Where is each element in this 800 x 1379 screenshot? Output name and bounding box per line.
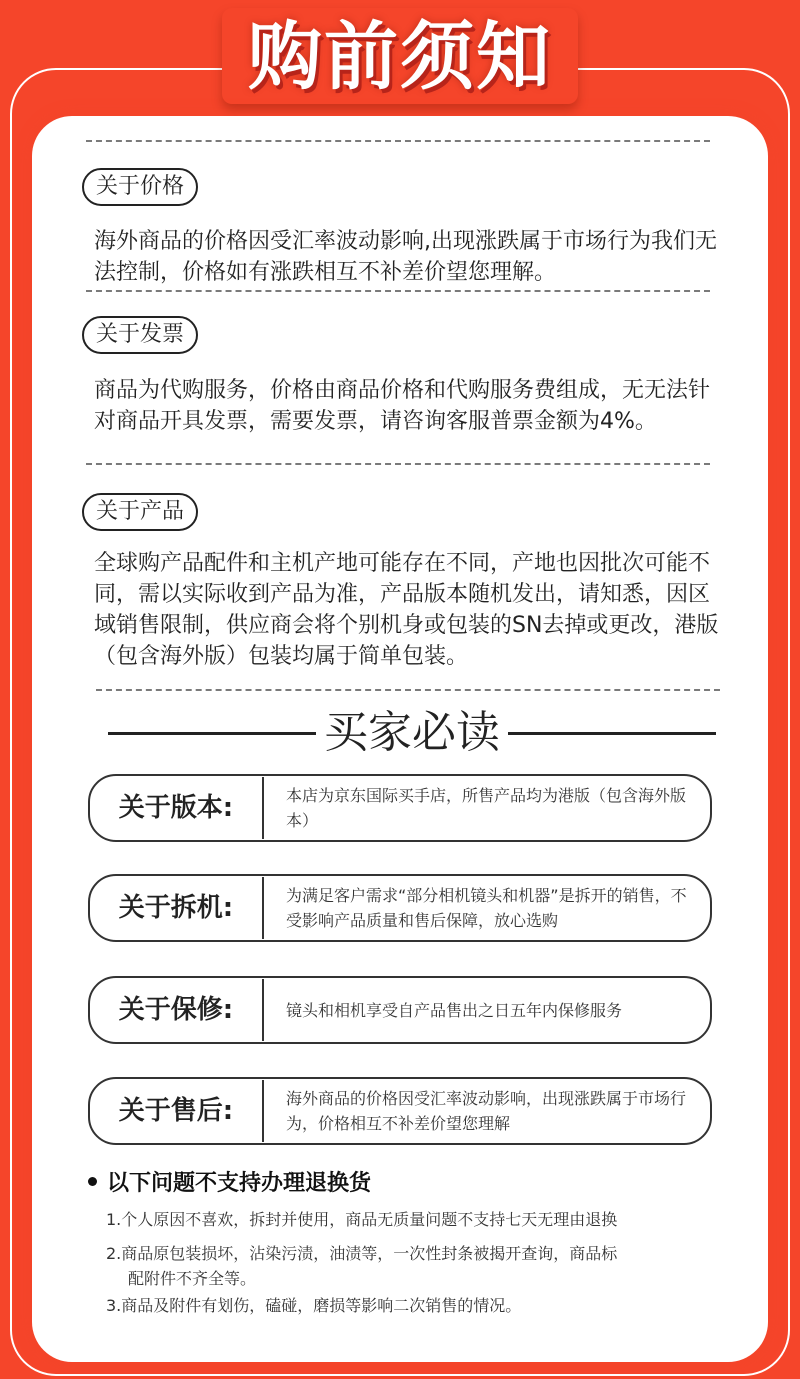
returns-title: 以下问题不支持办理退换货 bbox=[107, 1170, 372, 1196]
heading-line-right bbox=[508, 732, 716, 735]
returns-item-line: 2.商品原包装损坏，沾染污渍，油渍等，一次性封条被揭开查询，商品标 bbox=[106, 1244, 618, 1263]
bullet-icon bbox=[88, 1177, 97, 1186]
heading-line-left bbox=[108, 732, 316, 735]
returns-item-1 bbox=[106, 1207, 716, 1232]
notice-box-version bbox=[88, 774, 712, 842]
section-text-product: 全球购产品配件和主机产地可能存在不同，产地也因批次可能不同，需以实际收到产品为准，产品版本随机发出，请知悉，因区域销售限制，供应商会将个别机身或包装的SN去掉或更改，港版（包含海外版）包装均属于简单包装。 bbox=[94, 551, 719, 669]
notice-label: 关于版本: bbox=[90, 777, 264, 839]
dashed-divider bbox=[86, 463, 710, 465]
returns-item-line: 1.个人原因不喜欢，拆封并使用，商品无质量问题不支持七天无理由退换 bbox=[106, 1210, 618, 1229]
dashed-divider bbox=[86, 140, 710, 142]
returns-heading bbox=[88, 1165, 371, 1197]
notice-text: 为满足客户需求“部分相机镜头和机器”是拆开的销售，不受影响产品质量和售后保障，放心选购 bbox=[286, 886, 687, 930]
returns-item-line-continued: 配附件不齐全等。 bbox=[128, 1269, 257, 1288]
notice-box-unboxing bbox=[88, 874, 712, 942]
notice-text: 镜头和相机享受自产品售出之日五年内保修服务 bbox=[286, 1000, 623, 1020]
notice-label: 关于售后: bbox=[90, 1080, 264, 1142]
buyer-notice-heading bbox=[108, 700, 716, 766]
buyer-notice-title: 买家必读 bbox=[324, 707, 500, 758]
section-text-price: 海外商品的价格因受汇率波动影响,出现涨跌属于市场行为我们无法控制，价格如有涨跌相互不补差价望您理解。 bbox=[94, 229, 717, 285]
section-text-invoice: 商品为代购服务，价格由商品价格和代购服务费组成，无无法针对商品开具发票，需要发票，请咨询客服普票金额为4%。 bbox=[94, 378, 711, 434]
returns-item-2 bbox=[106, 1241, 716, 1291]
notice-label: 关于拆机: bbox=[90, 877, 264, 939]
notice-text: 海外商品的价格因受汇率波动影响，出现涨跌属于市场行为，价格相互不补差价望您理解 bbox=[286, 1089, 687, 1133]
section-label-product: 关于产品 bbox=[82, 493, 198, 531]
notice-label: 关于保修: bbox=[90, 979, 264, 1041]
returns-item-line: 3.商品及附件有划伤，磕碰，磨损等影响二次销售的情况。 bbox=[106, 1296, 522, 1315]
section-label-invoice: 关于发票 bbox=[82, 316, 198, 354]
returns-item-3 bbox=[106, 1293, 716, 1318]
page-title: 购前须知 bbox=[248, 14, 552, 100]
dashed-divider bbox=[96, 689, 720, 691]
dashed-divider bbox=[86, 290, 710, 292]
section-label-price: 关于价格 bbox=[82, 168, 198, 206]
notice-text: 本店为京东国际买手店，所售产品均为港版（包含海外版本） bbox=[286, 786, 687, 830]
notice-box-after-sales bbox=[88, 1077, 712, 1145]
notice-box-warranty bbox=[88, 976, 712, 1044]
